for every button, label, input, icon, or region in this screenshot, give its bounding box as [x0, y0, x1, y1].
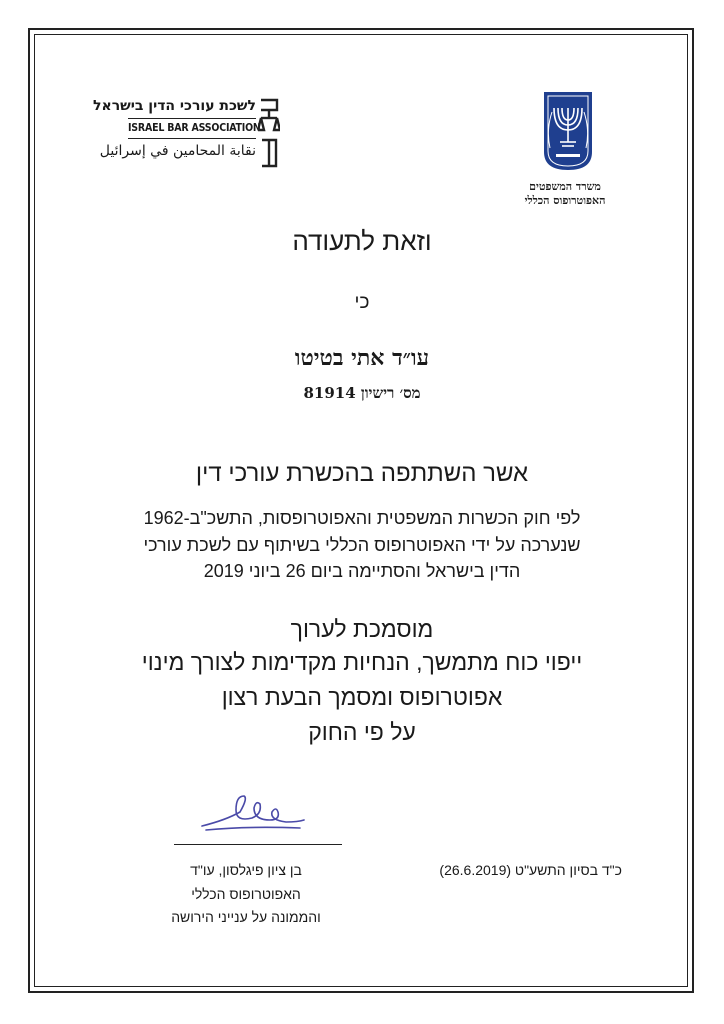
- ministry-name: [480, 180, 650, 208]
- signer-name: בן ציון פיגלסון, עו"ד: [190, 862, 302, 878]
- certificate-title: וזאת לתעודה: [292, 226, 432, 256]
- bar-logo-rule-bottom: [128, 138, 256, 139]
- bar-association-hebrew: לשכת עורכי הדין בישראל: [93, 98, 256, 114]
- menorah-emblem-icon: [542, 90, 594, 172]
- ministry-line-1: משרד המשפטים: [529, 180, 601, 193]
- bar-logo-rule-top: [128, 118, 256, 119]
- authorized-line-3: אפוטרופוס ומסמך הבעת רצון: [221, 684, 503, 710]
- bar-association-arabic: نقابة المحامين في إسرائيل: [99, 143, 256, 159]
- ministry-line-2: האפוטרופוס הכללי: [524, 194, 606, 207]
- authorized-line-1: מוסמכת לערוך: [290, 616, 434, 642]
- signer-title: האפוטרופוס הכללי: [191, 886, 301, 902]
- signature-line: [174, 844, 342, 845]
- license-number: מס׳ רישיון 81914: [303, 384, 421, 402]
- issue-date: כ"ד בסיון התשע"ט (26.6.2019): [439, 862, 622, 878]
- authorized-line-2: ייפוי כוח מתמשך, הנחיות מקדימות לצורך מינוי: [141, 649, 583, 675]
- handwritten-signature-icon: [196, 790, 308, 834]
- signer-role: והממונה על ענייני הירושה: [171, 909, 321, 925]
- certificate-ki: כי: [354, 292, 370, 313]
- recipient-name: עו״ד אתי בטיטו: [294, 345, 430, 371]
- body-line-1: לפי חוק הכשרות המשפטית והאפוטרופסות, התשכ"ב-1962: [143, 508, 581, 528]
- participation-statement: אשר השתתפה בהכשרת עורכי דין: [195, 460, 529, 487]
- body-line-2: שנערכה על ידי האפוטרופוס הכללי בשיתוף עם לשכת עורכי: [143, 535, 581, 555]
- bar-association-english: ISRAEL BAR ASSOCIATION: [128, 122, 261, 134]
- authorized-line-4: על פי החוק: [308, 719, 416, 745]
- body-line-3: הדין בישראל והסתיימה ביום 26 ביוני 2019: [203, 561, 521, 581]
- scales-of-justice-icon: [258, 96, 280, 170]
